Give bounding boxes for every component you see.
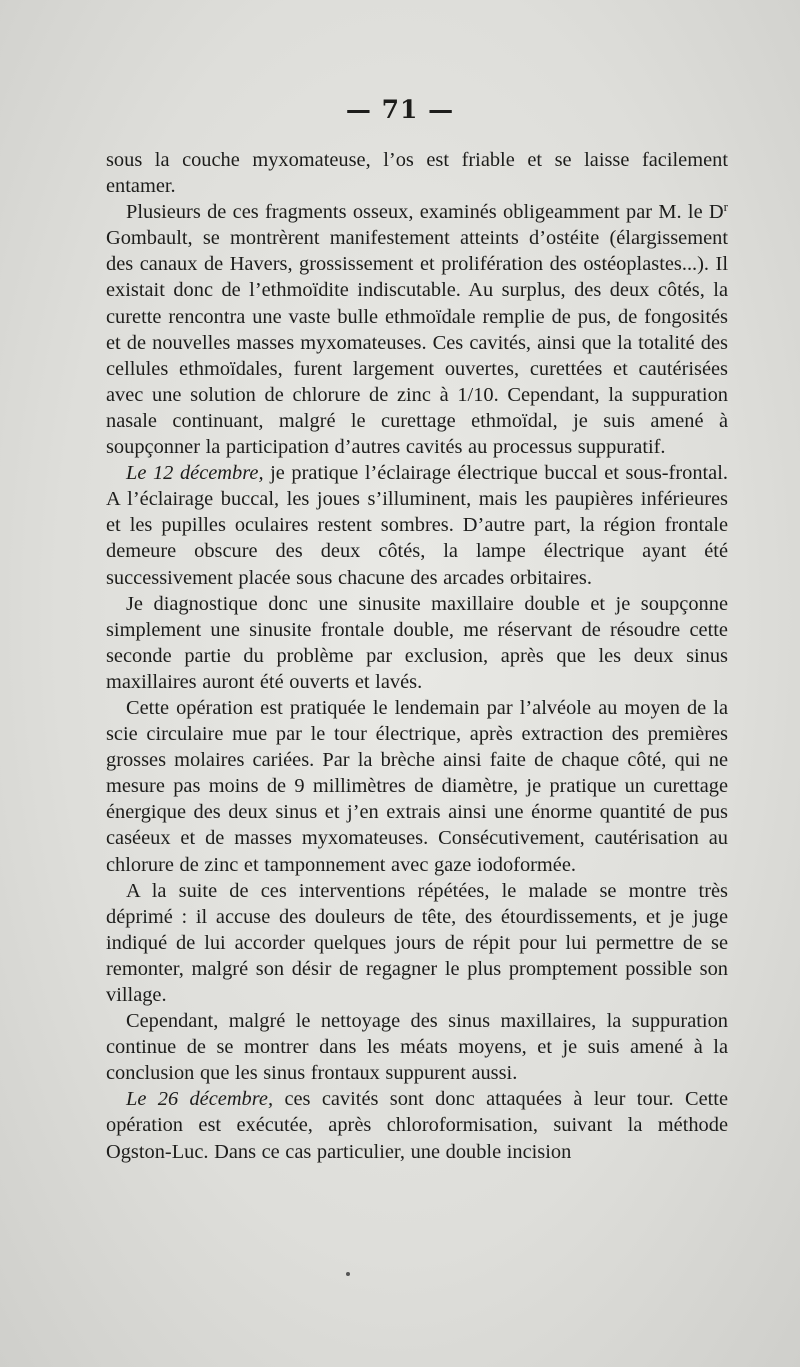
paragraph-3 — [106, 460, 728, 590]
paragraph-2-rest: Gombault, se montrèrent manifestement atteints d’ostéite (élargissement des canaux de Havers, grossissement et prolifération des ostéoplastes...). Il existait donc de l’ethmoïdite indiscutable. Au surplus, des deux côtés, la curette rencontra une vaste bulle ethmoïdale remplie de pus, de fongosités et de nouvelles masses myxomateuses. Ces cavités, ainsi que la totalité des cellules ethmoïdales, furent largement ouvertes, curettées et cautérisées avec une solution de chlorure de zinc à 1/10. Cependant, la suppuration nasale continuant, malgré le curettage ethmoïdal, je suis amené à soupçonner la participation d’autres cavités au processus suppuratif. — [106, 227, 728, 459]
ink-speck — [346, 1272, 350, 1276]
paragraph-2 — [106, 199, 728, 460]
doctor-superscript: r — [723, 199, 728, 215]
date-12-december: Le 12 décembre, — [126, 462, 264, 485]
paragraph-5: Cette opération est pratiquée le lendemain par l’alvéole au moyen de la scie circulaire mue par le tour électrique, après extraction des premières grosses molaires cariées. Par la brèche ainsi faite de chaque côté, qui ne mesure pas moins de 9 millimètres de diamètre, je pratique un curettage énergique des deux sinus et j’en extrais ainsi une énorme quantité de pus caséeux et de masses myxomateuses. Consécutivement, cautérisation au chlorure de zinc et tamponnement avec gaze iodoformée. — [106, 696, 728, 876]
page-number: — 71 — — [345, 95, 455, 124]
paragraph-7: Cependant, malgré le nettoyage des sinus maxillaires, la suppuration continue de se montrer dans les méats moyens, et je suis amené à la conclusion que les sinus frontaux suppurent aussi. — [106, 1010, 728, 1085]
paragraph-8-text: ces cavités sont donc attaquées à leur tour. Cette opération est exécutée, après chloroformisation, suivant la méthode Ogston-Luc. Dans ce cas particulier, une double incision — [106, 1088, 728, 1163]
paragraph-4: Je diagnostique donc une sinusite maxillaire double et je soupçonne simplement une sinusite frontale double, me réservant de résoudre cette seconde partie du problème par exclusion, après que les deux sinus maxillaires auront été ouverts et lavés. — [106, 592, 728, 693]
paragraph-3-text: je pratique l’éclairage électrique buccal et sous-frontal. A l’éclairage buccal, les joues s’illuminent, mais les paupières inférieures et les pupilles oculaires restent sombres. D’autre part, la région frontale demeure obscure des deux côtés, la lampe électrique ayant été successivement placée sous chacune des arcades orbitaires. — [106, 462, 728, 589]
paragraph-6: A la suite de ces interventions répétées, le malade se montre très déprimé : il accuse des douleurs de tête, des étourdissements, et je juge indiqué de lui accorder quelques jours de répit pour lui permettre de se remonter, malgré son désir de regagner le plus promptement possible son village. — [106, 879, 728, 1006]
body-text — [106, 147, 728, 1165]
paragraph-8 — [106, 1086, 728, 1164]
paragraph-1: sous la couche myxomateuse, l’os est friable et se laisse facilement entamer. — [106, 149, 728, 198]
paragraph-2-start: Plusieurs de ces fragments osseux, examinés obligeamment par M. le D — [126, 201, 724, 224]
date-26-december: Le 26 décembre, — [126, 1088, 274, 1111]
